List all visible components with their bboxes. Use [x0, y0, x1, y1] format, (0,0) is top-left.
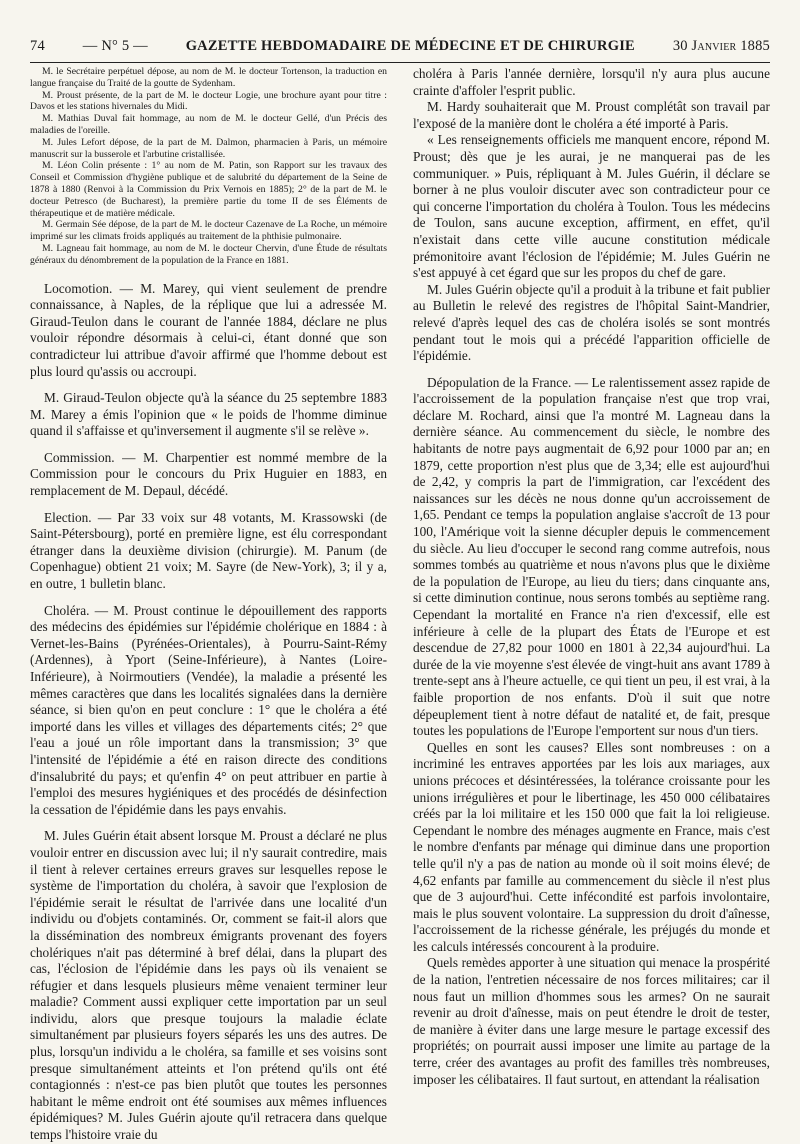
page-number: 74 [30, 38, 45, 54]
left-column [30, 66, 387, 1143]
paragraph-guerin-objection: M. Jules Guérin objecte qu'il a produit à la tribune et fait publier au Bulletin le relevé des registres de l'hôpital Saint-Mandrier, relevé d'après lequel des cas de choléra isolés se sont montrés pendant tout le mois qui a précédé l'apparition officielle de l'épidémie. [413, 281, 770, 364]
donation-note: M. Mathias Duval fait hommage, au nom de M. le docteur Gellé, d'un Précis des maladies de l'oreille. [30, 113, 387, 136]
section-cholera: Choléra. — M. Proust continue le dépouillement des rapports des médecins des épidémies sur l'épidémie cholérique en 1884 : à Vernet-les-Bains (Pyrénées-Orientales), à Pourru-Saint-Rémy (Ardennes), à Yport (Seine-Inférieure), à Nantes (Loire-Inférieure), à Noirmoutiers (Vendée), la maladie a présenté les mêmes caractères que dans les localités signalées dans la dernière séance, si bien qu'on en peut conclure : 1° que le choléra a été importé dans les villes et villages des départements cités; 2° que l'eau a joué un rôle important dans la transmission; 3° que l'intensité de l'épidémie a été en raison directe des conditions d'insalubrité du pays; et qu'enfin 4° on peut attribuer en partie à l'emploi des mesures hygiéniques et des procédés de désinfection la cessation de l'épidémie dans les pays envahis. [30, 602, 387, 817]
paragraph-continuation: choléra à Paris l'année dernière, lorsqu'il n'y aura plus aucune crainte d'affoler l'esprit public. [413, 66, 770, 98]
section-commission: Commission. — M. Charpentier est nommé membre de la Commission pour le concours du Prix Huguier en 1883, en remplacement de M. Depaul, décédé. [30, 449, 387, 499]
paragraph-remedies: Quels remèdes apporter à une situation qui menace la prospérité de la nation, l'entretien nécessaire de nos forces militaires; car il nous faut un million d'hommes sous les armes? On ne saurait revenir au droit d'aînesse, mais on peut étendre le droit de tester, de manière à éviter dans une large mesure le partage excessif des propriétés; on pourrait aussi imposer une limite au partage de la terre, créer des avantages au profit des familles très nombreuses, imposer les célibataires. Il faut surtout, en attendant la réalisation [413, 955, 770, 1087]
donation-note: M. Proust présente, de la part de M. le docteur Logie, une brochure ayant pour titre : Davos et les stations hivernales du Midi. [30, 89, 387, 113]
page-header [30, 38, 770, 60]
right-column [413, 66, 770, 1087]
donations-list [30, 66, 387, 267]
paragraph-hardy: M. Hardy souhaiterait que M. Proust complétât son travail par l'exposé de la manière dont le choléra a été importé à Paris. [413, 99, 770, 131]
issue-date: 30 Janvier 1885 [672, 38, 770, 54]
section-election: Election. — Par 33 voix sur 48 votants, M. Krassowski (de Saint-Pétersbourg), porté en première ligne, est élu correspondant étranger dans la deuxième division (chirurgie). M. Panum (de Copenhague) obtient 21 voix; M. Sayre (de New-York), 3; il y a, en outre, 1 bulletin blanc. [30, 509, 387, 592]
section-locomotion: Locomotion. — M. Marey, qui vient seulement de prendre connaissance, à Naples, de la réplique que lui a adressée M. Giraud-Teulon dans le courant de l'année 1884, déclare ne plus vouloir répondre désormais à celui-ci, étant donné que son contradicteur lui attribue d'avoir affirmé que l'homme debout est plus lourd qu'assis ou accroupi. [30, 280, 387, 379]
paragraph-causes: Quelles en sont les causes? Elles sont nombreuses : on a incriminé les entraves apportées par les lois aux mariages, aux unions précoces et désintéressées, la tolérance croissante pour les unions irrégulières et pour le libertinage, les 450 000 célibataires créés par la loi militaire et les 150 000 que fait la loi religieuse. Cependant le nombre des ménages augmente en France, mais c'est le nombre d'enfants par ménage qui diminue dans une proportion telle qu'il n'y a pas de nation au monde où il soit moins élevé; de 4,62 enfants par famille au commencement du siècle il n'est plus que de 3 aujourd'hui. Cette infécondité est parfois involontaire, mais le plus souvent volontaire. La suppression du droit d'aînesse, l'accroissement de la richesse générale, les préjugés du monde et les calculs intéressés concourent à la produire. [413, 739, 770, 954]
donation-note: M. le Secrétaire perpétuel dépose, au nom de M. le docteur Tortenson, la traduction en langue française du Traité de la goutte de Sydenham. [30, 66, 387, 89]
issue-number: — N° 5 — [82, 38, 148, 54]
paragraph-giraud-teulon: M. Giraud-Teulon objecte qu'à la séance du 25 septembre 1883 M. Marey a émis l'opinion que « le poids de l'homme diminue quand il s'affaisse et qu'inversement il augmente s'il se relève ». [30, 390, 387, 439]
donation-note: M. Jules Lefort dépose, de la part de M. Dalmon, pharmacien à Paris, un mémoire manuscrit sur la busserole et l'arbutine cristallisée. [30, 136, 387, 160]
paragraph-proust-reply: « Les renseignements officiels me manquent encore, répond M. Proust; dès que je les aurai, je ne manquerai pas de les communiquer. » Puis, répliquant à M. Jules Guérin, il déclare se borner à ne plus vouloir discuter avec son contradicteur pour ce qui concerne l'importation du choléra à Toulon. Tous les médecins de Toulon, sans aucune exception, affirment, en effet, qu'il n'existait dans cette ville aucune constitution médicale prémonitoire avant l'éclosion de l'épidémie; M. Jules Guérin ne s'est appuyé à cet égard que sur les propos du chef de gare. [413, 132, 770, 281]
right-body-text [413, 66, 770, 1088]
header-rule [30, 62, 770, 63]
section-depopulation: Dépopulation de la France. — Le ralentissement assez rapide de l'accroissement de la population française n'est que trop vrai, déclare M. Rochard, ainsi que l'a montré M. Lagneau dans la dernière séance. Au commencement du siècle, le nombre des habitants de notre pays augmentait de 6,92 pour 1000 par an; en 1879, cette proportion n'est plus que de 3,34; elle est aujourd'hui de 2,42, y compris la part de l'immigration, car l'excédent des naissances sur les décès ne nous donne qu'un accroissement de 1,65. Pendant ce temps la population anglaise s'accroît de 13 pour 100, l'Amérique voit la sienne décupler depuis le commencement du siècle. Au lieu d'occuper le second rang comme autrefois, nous sommes tombés au quatrième et nous n'avons plus que le dixième de la population de l'Europe, au lieu du tiers; dans cinquante ans, si cette diminution continue, nous serons tombés au septième rang. Cependant la mortalité en France n'a rien d'excessif, elle est inférieure à celle de la plupart des États de l'Europe et est descendue de 27,82 pour 1000 en 1801 à 22,34 aujourd'hui. La durée de la vie moyenne s'est élevée de vingt-huit ans avant 1789 à trente-sept ans à l'heure actuelle, ce qui tient un peu, il est vrai, à la faible proportion de nos enfants. D'où il suit que notre dépeuplement tient à notre défaut de natalité et, de fait, presque toutes les populations de l'Europe l'emportent sur nous d'un tiers. [413, 374, 770, 739]
journal-title: GAZETTE HEBDOMADAIRE DE MÉDECINE ET DE CHIRURGIE [185, 38, 635, 54]
donation-note: M. Léon Colin présente : 1° au nom de M. Patin, son Rapport sur les travaux des Conseil et Commission d'hygiène publique et de salubrité du département de la Seine de 1878 à 1880 (Renvoi à la Commission du Prix Vernois en 1885); 2° de la part de M. le docteur Petresco (de Bucharest), la première partie du tome II de ses Éléments de thérapeutique et de matière médicale. [30, 160, 387, 219]
left-body-text [30, 281, 387, 1144]
donation-note: M. Germain Sée dépose, de la part de M. le docteur Cazenave de La Roche, un mémoire imprimé sur les climats froids appliqués au traitement de la phthisie pulmonaire. [30, 219, 387, 243]
paragraph-jules-guerin: M. Jules Guérin était absent lorsque M. Proust a déclaré ne plus vouloir entrer en discussion avec lui; il n'y saurait contredire, mais il tient à relever certaines erreurs graves sur lesquelles repose le système de l'importation du choléra, à savoir que l'explosion de l'épidémie serait le résultat de l'arrivée dans une localité d'un individu ou d'objets contaminés. Or, comment se fait-il alors que la dissémination des nombreux émigrants provenant des foyers cholériques n'ait pas déterminé à bref délai, dans la plupart des cas, l'éclosion de l'épidémie dans les pays où ils venaient se réfugier et dans lesquels plusieurs même venaient terminer leur maladie? Comment aussi expliquer cette importation par un seul individu, alors que presque toujours la maladie éclate simultanément par plusieurs foyers séparés les uns des autres. De plus, lorsqu'un individu a le choléra, sa famille et ses voisins sont presque simultanément atteints et l'on prétend qu'ils ont été contagionnés : n'est-ce pas bien plutôt que toutes les personnes habitant le même endroit ont été soumises aux mêmes influences épidémiques? M. Jules Guérin ajoute qu'il retracera dans quelque temps l'histoire vraie du [30, 828, 387, 1143]
donation-note: M. Lagneau fait hommage, au nom de M. le docteur Chervin, d'une Étude de résultats généraux du dénombrement de la population de la France en 1881. [30, 242, 387, 266]
